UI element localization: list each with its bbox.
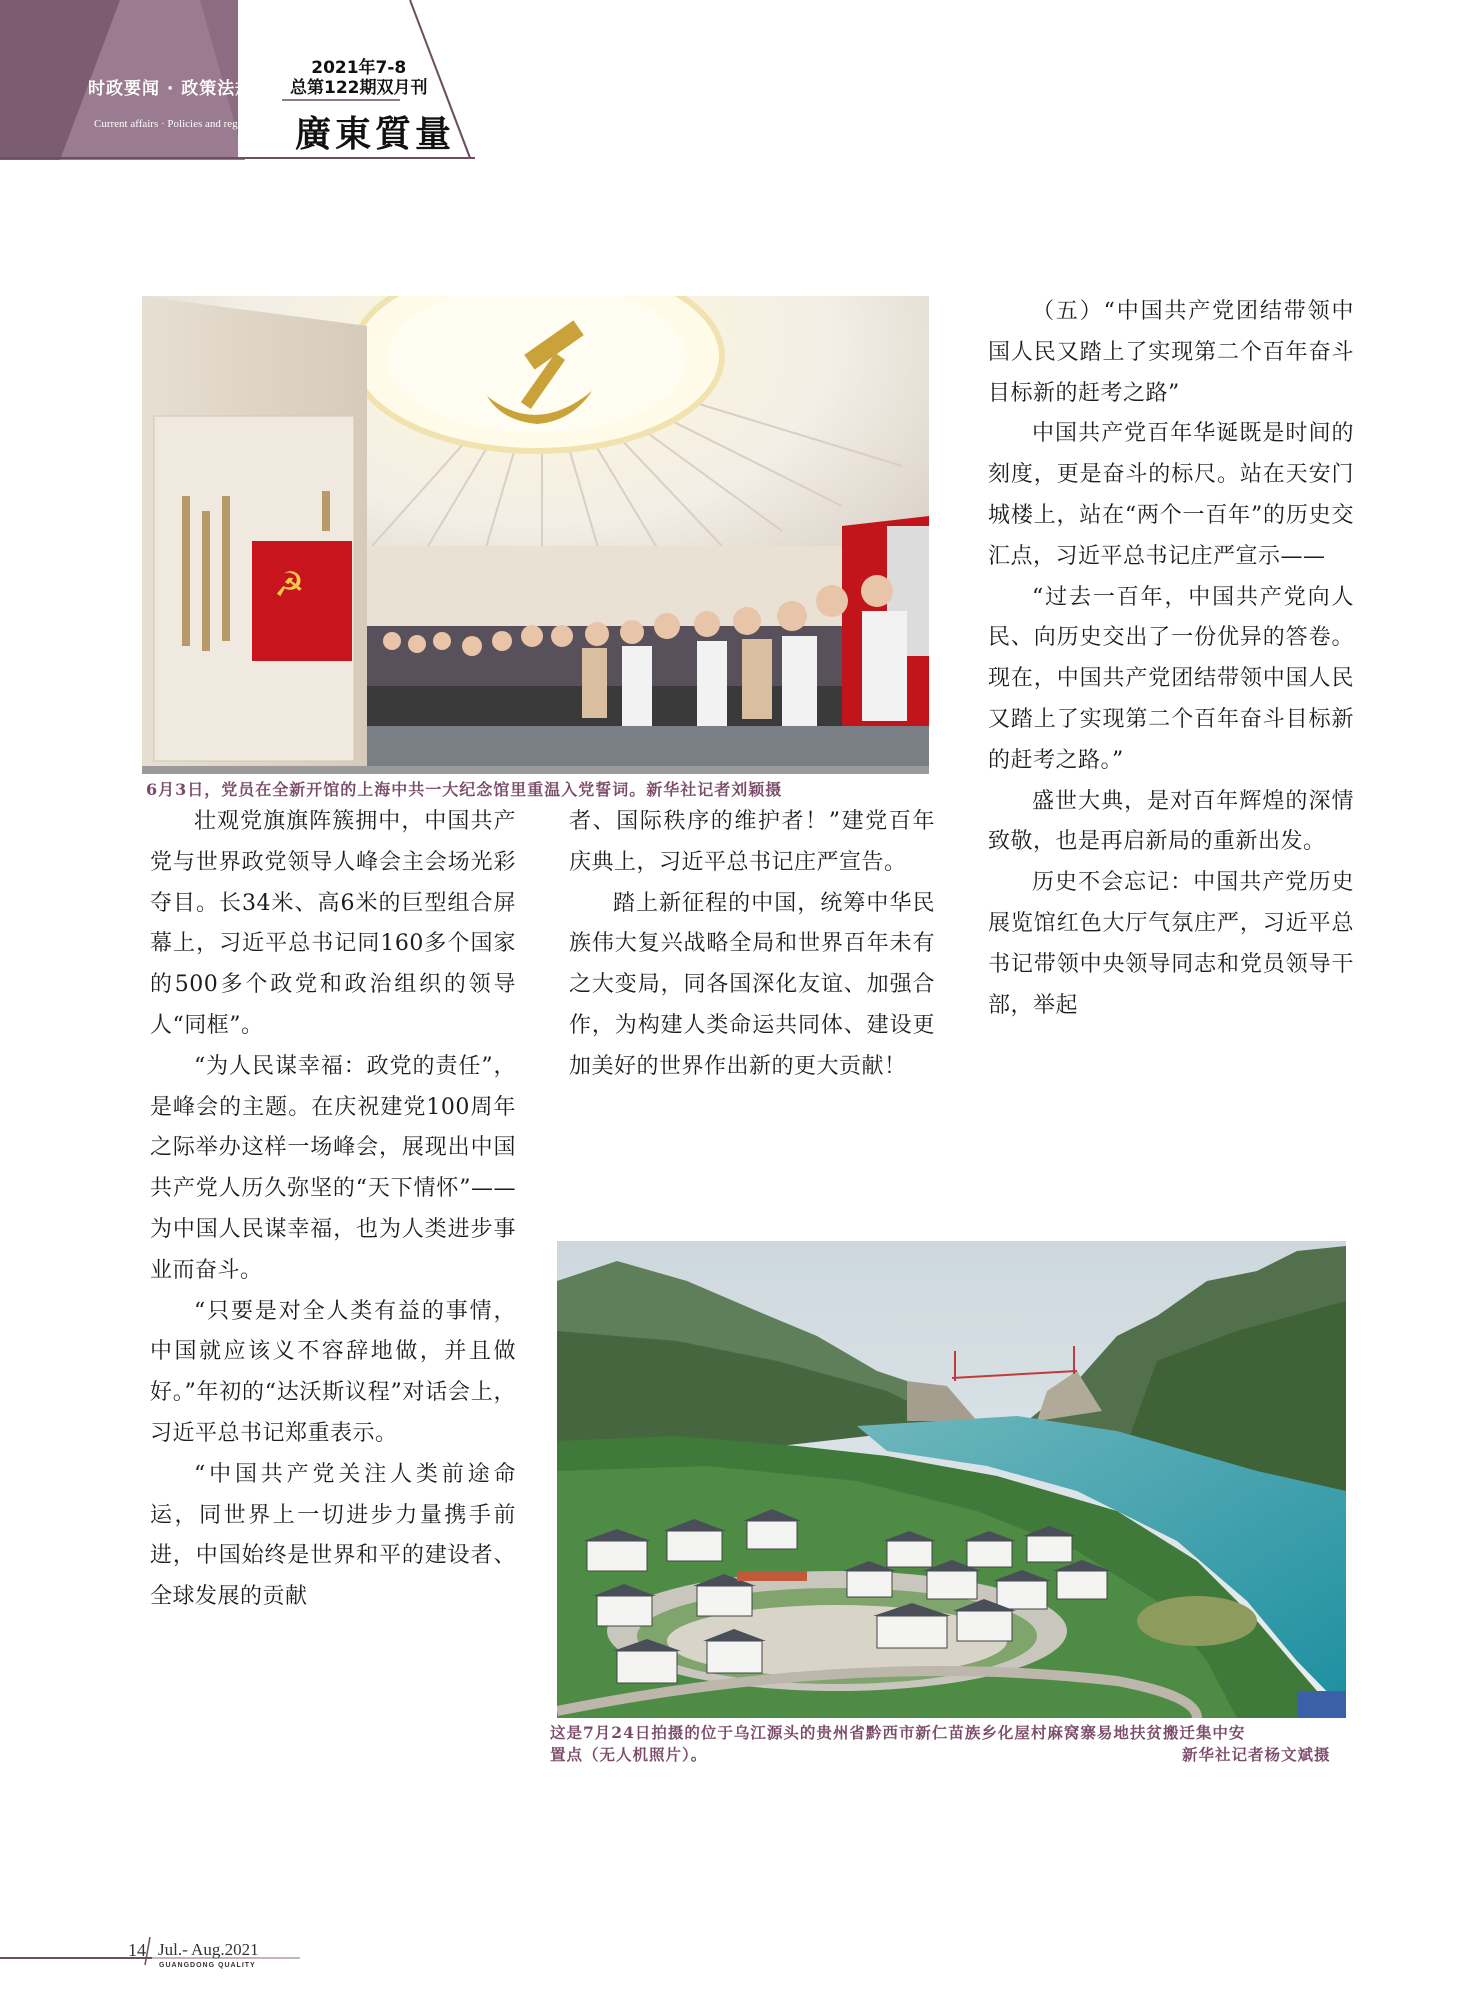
col1-paragraph-4: “中国共产党关注人类前途命运，同世界上一切进步力量携手前进，中国始终是世界和平的建设者、全球发展的贡献 [150, 1461, 516, 1610]
col2-paragraph-1: 者、国际秩序的维护者！”建党百年庆典上，习近平总书记庄严宣告。 [569, 809, 935, 875]
col3-paragraph-1: 中国共产党百年华诞既是时间的刻度，更是奋斗的标尺。站在天安门城楼上，站在“两个一百年”的历史交汇点，习近平总书记庄严宣示—— [988, 421, 1354, 569]
footer-magazine-name: GUANGDONG QUALITY [159, 1962, 256, 1969]
section-title: 时政要闻 · 政策法规 [88, 79, 254, 99]
issue-number: 总第122期双月刊 [290, 78, 428, 98]
svg-text:☭: ☭ [274, 565, 305, 605]
col3-paragraph-3: 盛世大典，是对百年辉煌的深情致敬，也是再启新局的重新出发。 [988, 788, 1354, 855]
col1-paragraph-2: “为人民谋幸福：政党的责任”，是峰会的主题。在庆祝建党100周年之际举办这样一场峰会，展现出中国共产党人历久弥坚的“天下情怀”——为中国人民谋幸福，也为人类进步事业而奋斗。 [150, 1053, 516, 1283]
col3-paragraph-4: 历史不会忘记：中国共产党历史展览馆红色大厅气氛庄严，习近平总书记带领中央领导同志和党员领导干部，举起 [988, 870, 1354, 1018]
photo1-caption: 6月3日，党员在全新开馆的上海中共一大纪念馆里重温入党誓词。新华社记者刘颖摄 [146, 780, 783, 799]
column-2 [569, 802, 935, 1088]
column-3 [988, 292, 1354, 1026]
col2-paragraph-2: 踏上新征程的中国，统筹中华民族伟大复兴战略全局和世界百年未有之大变局，同各国深化友谊、加强合作，为构建人类命运共同体、建设更加美好的世界作出新的更大贡献！ [569, 890, 935, 1079]
issue-info [290, 58, 428, 98]
section-title-en: Current affairs · Policies and regulations [94, 118, 273, 130]
oath-hall-photo [142, 296, 929, 774]
issue-date: 2021年7-8 [311, 58, 407, 78]
magazine-logo: 廣東質量 [295, 113, 456, 155]
footer-date: Jul.- Aug.2021 [158, 1940, 259, 1959]
col1-paragraph-1: 壮观党旗旗阵簇拥中，中国共产党与世界政党领导人峰会主会场光彩夺目。长34米、高6米的巨型组合屏幕上，习近平总书记同160多个国家的500多个政党和政治组织的领导人“同框”。 [150, 809, 516, 1038]
page-number: 14 [128, 1940, 146, 1960]
photo2-caption-line1: 这是7月24日拍摄的位于乌江源头的贵州省黔西市新仁苗族乡化屋村麻窝寨易地扶贫搬迁集中安 [550, 1723, 1246, 1742]
col3-paragraph-2: “过去一百年，中国共产党向人民、向历史交出了一份优异的答卷。现在，中国共产党团结带领中国人民又踏上了实现第二个百年奋斗目标新的赶考之路。” [988, 584, 1354, 773]
column-1 [150, 802, 516, 1618]
photo2-caption-credit: 新华社记者杨文斌摄 [1182, 1745, 1331, 1764]
section-heading: （五）“中国共产党团结带领中国人民又踏上了实现第二个百年奋斗目标新的赶考之路” [988, 299, 1354, 406]
photo2-caption-line2: 置点（无人机照片）。 [550, 1745, 708, 1764]
col1-paragraph-3: “只要是对全人类有益的事情，中国就应该义不容辞地做，并且做好。”年初的“达沃斯议程”对话会上，习近平总书记郑重表示。 [150, 1298, 516, 1446]
village-aerial-photo [557, 1241, 1346, 1718]
